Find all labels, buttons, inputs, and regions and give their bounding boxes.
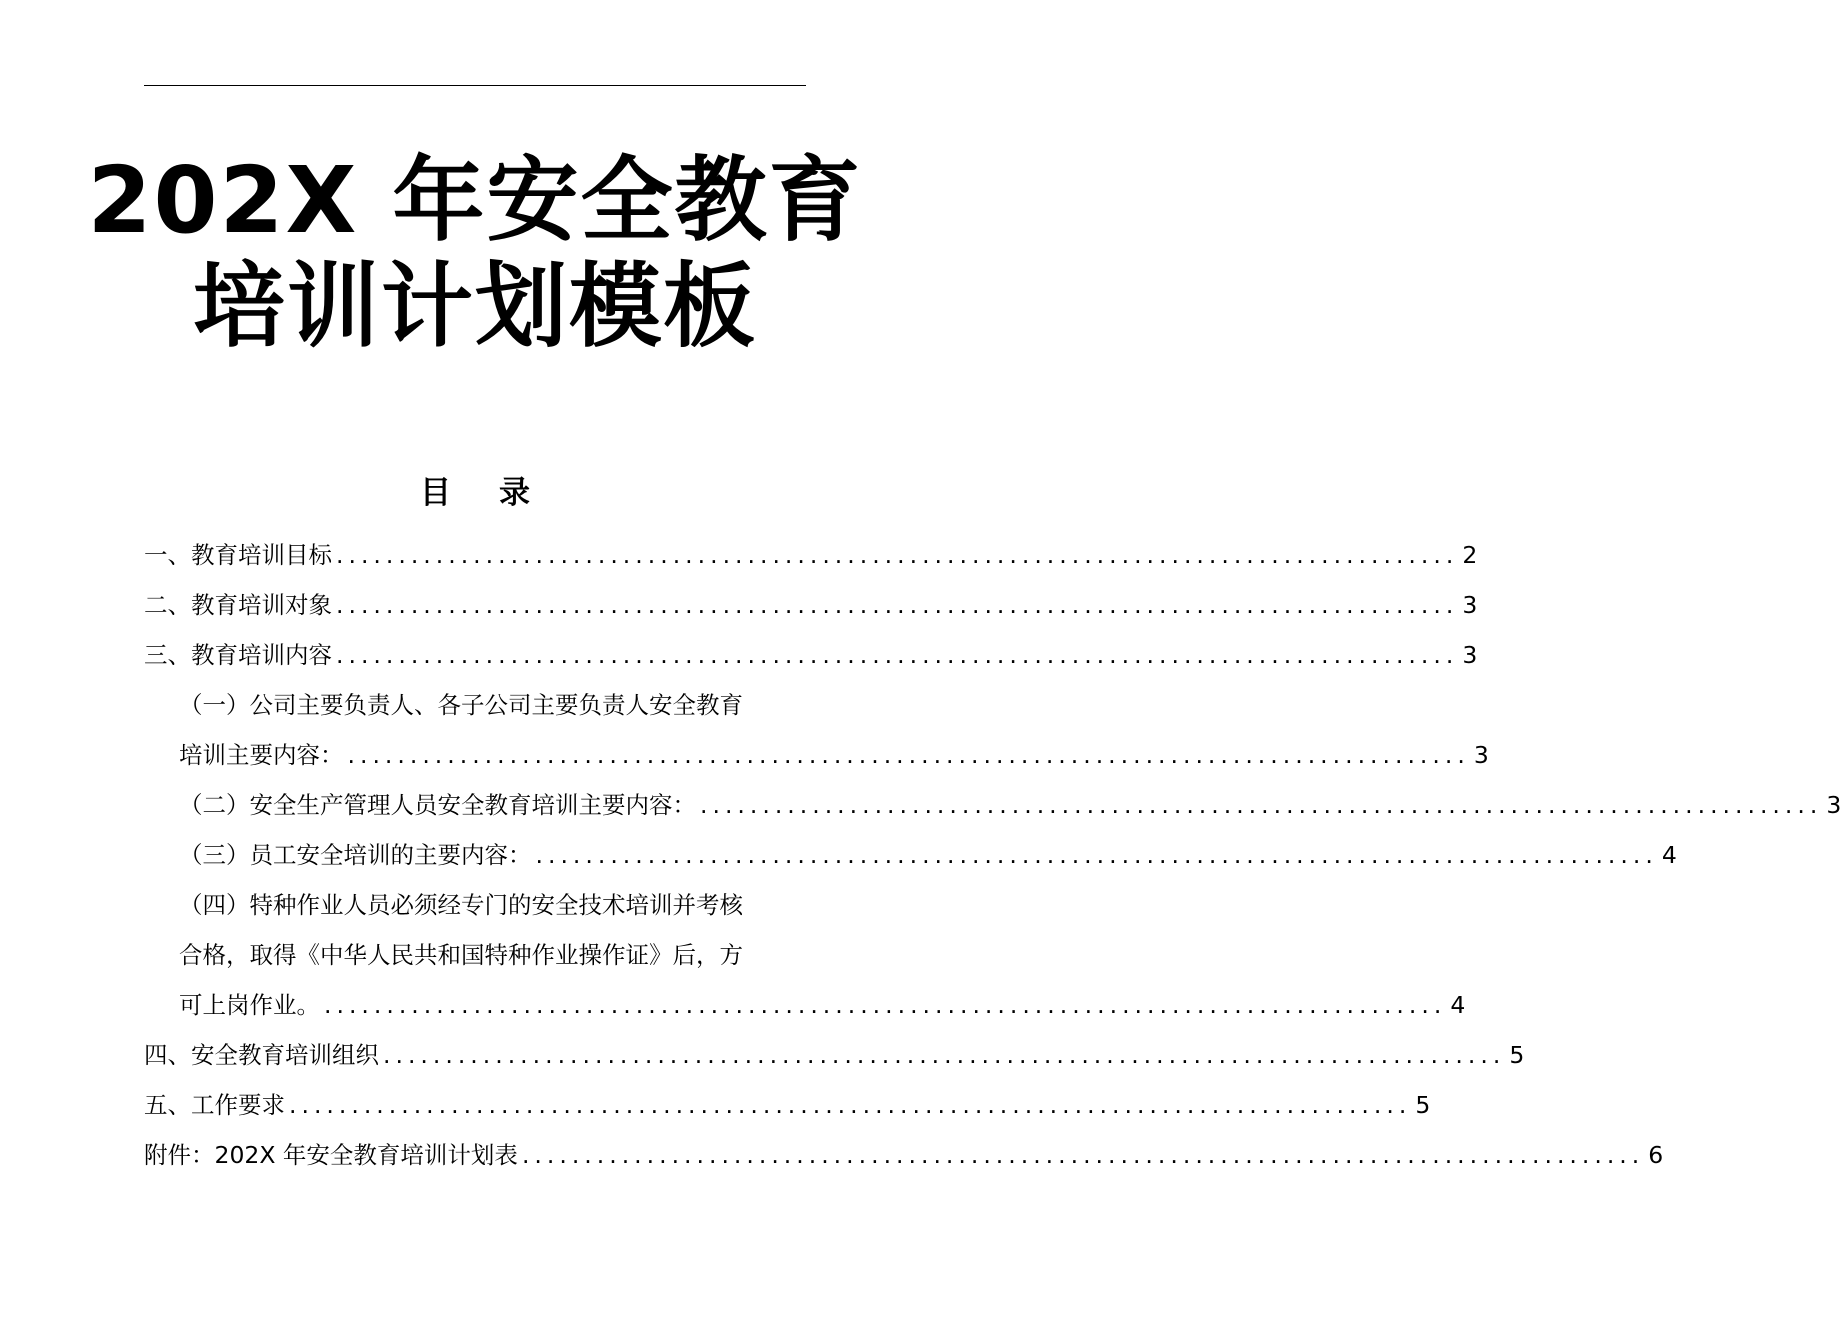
toc-entry-content-sub-3[interactable] — [144, 825, 1677, 875]
toc-dot-leader: .......................................................................................... — [336, 591, 1459, 619]
toc-dot-leader: .......................................................................................... — [324, 991, 1447, 1019]
toc-entry-label-line-2: 培训主要内容： — [179, 741, 344, 769]
title-line-1: 202X 年安全教育 — [87, 147, 863, 254]
toc-dot-leader: .......................................................................................... — [383, 1041, 1506, 1069]
toc-page-number: 3 — [1473, 741, 1489, 769]
header-rule — [144, 85, 806, 86]
toc-dot-leader: .......................................................................................... — [336, 641, 1459, 669]
toc-entry-label-line-2: 合格，取得《中华人民共和国特种作业操作证》后，方 — [179, 941, 743, 969]
toc-entry-content-sub-1[interactable] — [144, 675, 1489, 775]
toc-entry-label: 四、安全教育培训组织 — [144, 1041, 379, 1069]
toc-dot-leader: .......................................................................................... — [289, 1091, 1412, 1119]
toc-page-number: 3 — [1826, 791, 1841, 819]
toc-entry-requirements[interactable] — [144, 1075, 1431, 1125]
toc-entry-content[interactable] — [144, 625, 1478, 675]
toc-entry-label: 一、教育培训目标 — [144, 541, 332, 569]
toc-entry-label: 五、工作要求 — [144, 1091, 285, 1119]
toc-page-number: 5 — [1415, 1091, 1431, 1119]
title-line-2: 培训计划模板 — [192, 253, 757, 360]
toc-entry-content-sub-4[interactable] — [144, 875, 1466, 1025]
toc-dot-leader: .......................................................................................... — [700, 791, 1823, 819]
table-of-contents — [144, 525, 1841, 1175]
toc-entry-label-line-3: 可上岗作业。 — [179, 991, 320, 1019]
toc-entry-appendix[interactable] — [144, 1125, 1664, 1175]
toc-entry-last-line — [144, 975, 1466, 1025]
toc-page-number: 6 — [1648, 1141, 1664, 1169]
toc-entry-label: （二）安全生产管理人员安全教育培训主要内容： — [179, 791, 696, 819]
toc-entry-targets[interactable] — [144, 575, 1478, 625]
toc-heading: 目录 — [420, 475, 578, 511]
toc-entry-goals[interactable] — [144, 525, 1478, 575]
toc-entry-label: 三、教育培训内容 — [144, 641, 332, 669]
toc-page-number: 3 — [1462, 641, 1478, 669]
toc-entry-label-line-1: （四）特种作业人员必须经专门的安全技术培训并考核 — [179, 891, 743, 919]
toc-page-number: 5 — [1509, 1041, 1525, 1069]
document-title — [0, 148, 950, 360]
toc-page-number: 3 — [1462, 591, 1478, 619]
toc-entry-label-line-1: （一）公司主要负责人、各子公司主要负责人安全教育 — [179, 691, 743, 719]
toc-dot-leader: .......................................................................................... — [535, 841, 1658, 869]
toc-entry-label: 二、教育培训对象 — [144, 591, 332, 619]
toc-entry-label: 附件：202X 年安全教育培训计划表 — [144, 1141, 518, 1169]
toc-entry-label: （三）员工安全培训的主要内容： — [179, 841, 532, 869]
toc-entry-content-sub-2[interactable] — [144, 775, 1841, 825]
toc-page-number: 4 — [1450, 991, 1466, 1019]
toc-entry-organization[interactable] — [144, 1025, 1525, 1075]
toc-entry-last-line — [144, 725, 1489, 775]
toc-dot-leader: .......................................................................................... — [336, 541, 1459, 569]
toc-page-number: 2 — [1462, 541, 1478, 569]
toc-dot-leader: .......................................................................................... — [521, 1141, 1645, 1169]
toc-page-number: 4 — [1661, 841, 1677, 869]
toc-dot-leader: .......................................................................................... — [347, 741, 1470, 769]
